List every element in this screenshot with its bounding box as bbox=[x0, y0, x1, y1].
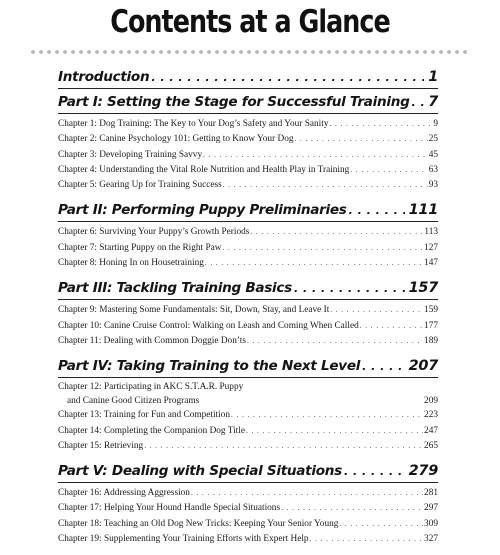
page-number: 147 bbox=[424, 258, 438, 269]
page-number: 25 bbox=[428, 134, 438, 145]
chapter-title: Chapter 6: Surviving Your Puppy’s Growth Periods bbox=[58, 227, 250, 238]
toc-part-5[interactable] bbox=[58, 460, 438, 483]
chapter-title: Chapter 18: Teaching an Old Dog New Tricks: Keeping Your Senior Young bbox=[58, 518, 339, 529]
dot-leader bbox=[344, 461, 405, 483]
chapter-title: Chapter 12: Participating in AKC S.T.A.R. Puppy bbox=[58, 382, 244, 393]
page-number: 111 bbox=[408, 202, 438, 219]
dot-leader bbox=[191, 486, 423, 501]
toc-chapter[interactable] bbox=[58, 517, 438, 532]
page-number: 265 bbox=[424, 440, 438, 451]
page-number: 297 bbox=[424, 503, 438, 514]
page-number: 247 bbox=[424, 425, 438, 436]
dot-leader bbox=[339, 517, 423, 532]
dot-leader bbox=[246, 424, 423, 439]
dot-leader bbox=[310, 532, 423, 547]
page-number: 7 bbox=[428, 94, 438, 110]
toc-chapter[interactable] bbox=[58, 334, 438, 349]
toc-chapter[interactable] bbox=[58, 163, 438, 178]
dot-leader bbox=[362, 356, 405, 378]
toc-chapter[interactable] bbox=[58, 319, 438, 334]
chapter-title: Chapter 1: Dog Training: The Key to Your Dog’s Safety and Your Sanity bbox=[58, 119, 329, 129]
toc-chapter[interactable] bbox=[58, 532, 438, 547]
toc-chapter[interactable] bbox=[58, 424, 438, 439]
dot-leader bbox=[144, 439, 423, 454]
page-number: 281 bbox=[424, 488, 438, 499]
chapter-title: Chapter 19: Supplementing Your Training Efforts with Expert Help bbox=[58, 534, 309, 545]
page-number: 189 bbox=[424, 335, 438, 346]
chapter-title: Chapter 14: Completing the Companion Dog Title bbox=[58, 425, 245, 436]
table-of-contents bbox=[58, 66, 438, 547]
page-number: 223 bbox=[424, 410, 438, 421]
dot-leader bbox=[349, 200, 405, 222]
toc-entry-introduction[interactable] bbox=[58, 66, 438, 89]
dot-leader bbox=[281, 501, 423, 516]
dot-leader bbox=[247, 334, 423, 349]
part-title: Part IV: Taking Training to the Next Level bbox=[58, 358, 361, 375]
toc-chapter[interactable] bbox=[58, 148, 438, 163]
toc-chapter[interactable] bbox=[58, 303, 438, 318]
chapter-title: Chapter 13: Training for Fun and Competition bbox=[58, 410, 230, 421]
dot-leader bbox=[151, 67, 424, 89]
dot-leader bbox=[294, 278, 405, 300]
toc-chapter[interactable] bbox=[58, 439, 438, 454]
dot-leader bbox=[350, 163, 427, 178]
chapter-title: Chapter 15: Retrieving bbox=[58, 440, 144, 451]
chapter-title: Chapter 4: Understanding the Vital Role Nutrition and Health Play in Training bbox=[58, 164, 350, 175]
dot-leader bbox=[231, 408, 423, 423]
toc-part-3[interactable] bbox=[58, 277, 438, 300]
page-number: 9 bbox=[433, 119, 438, 129]
page-number: 327 bbox=[424, 534, 438, 545]
dot-leader bbox=[222, 241, 423, 256]
part-title: Part III: Tackling Training Basics bbox=[58, 280, 292, 297]
page-number: 45 bbox=[428, 149, 438, 160]
dot-leader bbox=[329, 117, 432, 132]
toc-chapter[interactable] bbox=[58, 408, 438, 423]
chapter-title: Chapter 3: Developing Training Savvy bbox=[58, 149, 203, 160]
toc-chapter[interactable] bbox=[58, 486, 438, 501]
toc-chapter[interactable] bbox=[58, 132, 438, 147]
toc-part-1[interactable] bbox=[58, 91, 438, 114]
dot-leader bbox=[295, 132, 428, 147]
toc-chapter[interactable] bbox=[58, 225, 438, 240]
toc-chapter[interactable] bbox=[58, 117, 438, 132]
dot-leader bbox=[223, 178, 428, 193]
page-number: 159 bbox=[424, 305, 438, 316]
part-title: Introduction bbox=[58, 69, 150, 85]
dot-leader bbox=[360, 319, 423, 334]
page-number: 309 bbox=[424, 518, 438, 529]
chapter-title: Chapter 2: Canine Psychology 101: Getting to Know Your Dog bbox=[58, 134, 294, 145]
chapter-title: Chapter 8: Honing In on Housetraining bbox=[58, 258, 204, 269]
part-title: Part I: Setting the Stage for Successful Training bbox=[58, 94, 410, 110]
page-number: 209 bbox=[424, 395, 438, 406]
page-number: 279 bbox=[408, 463, 438, 480]
toc-chapter[interactable] bbox=[58, 381, 438, 408]
dot-leader bbox=[203, 148, 428, 163]
page-number: 207 bbox=[408, 358, 438, 375]
dot-leader bbox=[250, 225, 423, 240]
chapter-title: Chapter 16: Addressing Aggression bbox=[58, 488, 190, 499]
chapter-title: Chapter 9: Mastering Some Fundamentals: Sit, Down, Stay, and Leave It bbox=[58, 305, 330, 316]
toc-part-4[interactable] bbox=[58, 355, 438, 378]
chapter-title: Chapter 10: Canine Cruise Control: Walking on Leash and Coming When Called bbox=[58, 320, 359, 331]
chapter-title: Chapter 17: Helping Your Hound Handle Special Situations bbox=[58, 503, 281, 514]
toc-part-2[interactable] bbox=[58, 199, 438, 222]
chapter-title: Chapter 11: Dealing with Common Doggie Don’ts bbox=[58, 335, 246, 346]
dot-leader bbox=[330, 303, 423, 318]
toc-chapter[interactable] bbox=[58, 241, 438, 256]
chapter-title-continued: and Canine Good Citizen Programs bbox=[67, 395, 200, 406]
page-number: 113 bbox=[424, 227, 438, 238]
dotted-divider bbox=[29, 49, 471, 55]
dot-leader bbox=[205, 256, 423, 271]
chapter-title: Chapter 5: Gearing Up for Training Success bbox=[58, 180, 222, 191]
toc-chapter[interactable] bbox=[58, 178, 438, 193]
page-number: 63 bbox=[428, 164, 438, 175]
page-number: 157 bbox=[408, 280, 438, 297]
toc-chapter[interactable] bbox=[58, 501, 438, 516]
part-title: Part II: Performing Puppy Preliminaries bbox=[58, 202, 347, 219]
page-title: Contents at a Glance bbox=[110, 4, 390, 40]
dot-leader bbox=[412, 92, 425, 114]
part-title: Part V: Dealing with Special Situations bbox=[58, 463, 342, 480]
page-number: 1 bbox=[428, 69, 438, 85]
toc-chapter[interactable] bbox=[58, 256, 438, 271]
page-number: 177 bbox=[424, 320, 438, 331]
chapter-title: Chapter 7: Starting Puppy on the Right Paw bbox=[58, 242, 222, 253]
page-number: 127 bbox=[424, 242, 438, 253]
page-number: 93 bbox=[428, 180, 438, 191]
